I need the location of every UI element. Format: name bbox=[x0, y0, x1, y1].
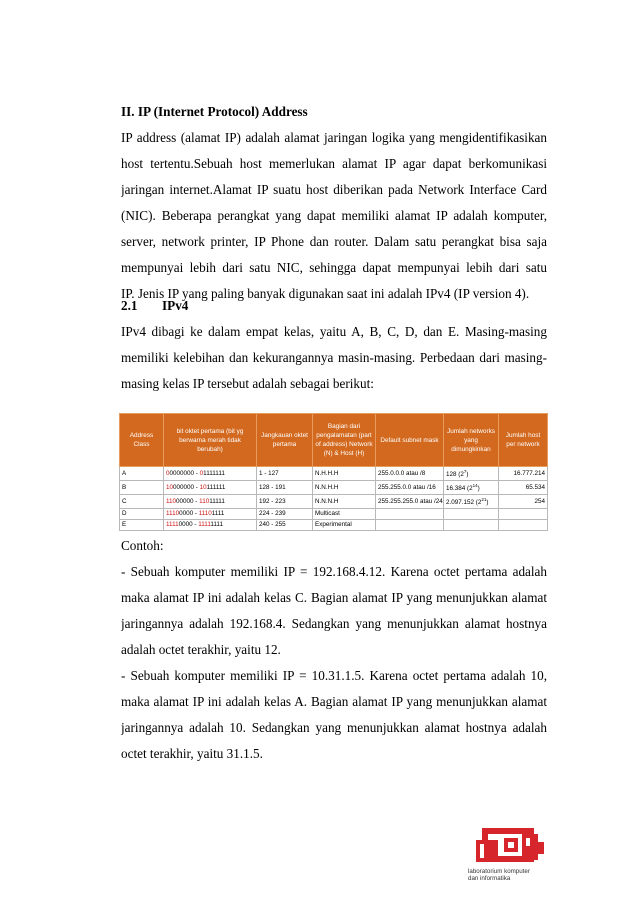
section-ipv4 bbox=[121, 293, 547, 397]
cell-bits: 00000000 - 01111111 bbox=[164, 467, 257, 481]
header-hosts: Jumlah host per network bbox=[499, 414, 548, 467]
cell-networks bbox=[444, 520, 499, 531]
lab-logo-text bbox=[468, 868, 548, 882]
cell-mask: 255.0.0.0 atau /8 bbox=[376, 467, 444, 481]
cell-networks: 16.384 $(2^{14})$ bbox=[444, 481, 499, 495]
cell-part: Experimental bbox=[313, 520, 376, 531]
cell-range: 1 - 127 bbox=[257, 467, 313, 481]
paragraph-line: IP address (alamat IP) adalah alamat jaringan logika yang mengidentifikasikan bbox=[121, 130, 547, 145]
paragraph-line: maka alamat IP ini adalah kelas A. Bagian alamat IP yang menunjukkan alamat bbox=[121, 694, 547, 709]
header-first-octet-bits: bit oktet pertama (bit yg berwarna merah tidak berubah) bbox=[164, 414, 257, 467]
paragraph-line: octet terakhir, yaitu 31.1.5. bbox=[121, 746, 263, 761]
ip-class-table-grid bbox=[119, 413, 548, 531]
header-first-octet-range: Jangkauan oktet pertama bbox=[257, 414, 313, 467]
table-row bbox=[120, 481, 548, 495]
subsection-number: 2.1 bbox=[121, 298, 138, 313]
cell-part: N.N.H.H bbox=[313, 481, 376, 495]
cell-part: N.H.H.H bbox=[313, 467, 376, 481]
header-address-class: Address Class bbox=[120, 414, 164, 467]
cell-range: 192 - 223 bbox=[257, 495, 313, 509]
paragraph-line: maka alamat IP ini adalah kelas C. Bagian alamat IP yang menunjukkan alamat bbox=[121, 590, 547, 605]
cell-part: Multicast bbox=[313, 509, 376, 520]
cell-class: D bbox=[120, 509, 164, 520]
cell-range: 240 - 255 bbox=[257, 520, 313, 531]
cell-class: A bbox=[120, 467, 164, 481]
examples-title: Contoh: bbox=[121, 538, 164, 553]
ip-class-table bbox=[119, 413, 547, 529]
paragraph-line: jaringannya adalah 192.168.4. Sedangkan yang menunjukkan alamat hostnya bbox=[121, 616, 547, 631]
subsection-title: IPv4 bbox=[162, 298, 189, 313]
cell-bits: 11000000 - 11011111 bbox=[164, 495, 257, 509]
cell-hosts: 16.777.214 bbox=[499, 467, 548, 481]
cell-bits: 11110000 - 11111111 bbox=[164, 520, 257, 531]
cell-networks: 128 $(2^7)$ bbox=[444, 467, 499, 481]
paragraph-line: - Sebuah komputer memiliki IP = 192.168.4.12. Karena octet pertama adalah bbox=[121, 564, 547, 579]
paragraph-line: (NIC). Beberapa perangkat yang dapat memiliki alamat IP adalah komputer, bbox=[121, 208, 547, 223]
logo-line-2: dan informatika bbox=[468, 875, 511, 882]
cell-networks bbox=[444, 509, 499, 520]
paragraph-line: masing kelas IP tersebut adalah sebagai berikut: bbox=[121, 376, 374, 391]
section-examples bbox=[121, 533, 547, 767]
logo-line-1: laboratorium komputer bbox=[468, 868, 530, 875]
paragraph-line: jaringan internet.Alamat IP suatu host diberikan pada Network Interface Card bbox=[121, 182, 547, 197]
cell-bits: 11100000 - 11101111 bbox=[164, 509, 257, 520]
header-subnet-mask: Default subnet mask bbox=[376, 414, 444, 467]
section-title: II. IP (Internet Protocol) Address bbox=[121, 104, 308, 119]
cell-class: E bbox=[120, 520, 164, 531]
cell-hosts bbox=[499, 509, 548, 520]
cell-class: C bbox=[120, 495, 164, 509]
paragraph-line: host tertentu.Sebuah host memerlukan alamat IP agar dapat berkomunikasi bbox=[121, 156, 547, 171]
cell-part: N.N.N.H bbox=[313, 495, 376, 509]
paragraph-line: memiliki kelebihan dan kekurangannya masin-masing. Perbedaan dari masing- bbox=[121, 350, 547, 365]
paragraph-line: IP. Jenis IP yang paling banyak digunakan saat ini adalah IPv4 (IP version 4). bbox=[121, 286, 530, 301]
paragraph-line: - Sebuah komputer memiliki IP = 10.31.1.5. Karena octet pertama adalah 10, bbox=[121, 668, 547, 683]
cell-hosts: 65.534 bbox=[499, 481, 548, 495]
cell-range: 224 - 239 bbox=[257, 509, 313, 520]
cell-networks: 2.097.152 $(2^{21})$ bbox=[444, 495, 499, 509]
cell-bits: 10000000 - 10111111 bbox=[164, 481, 257, 495]
header-networks: Jumlah networks yang dimungkinkan bbox=[444, 414, 499, 467]
cell-mask bbox=[376, 520, 444, 531]
cell-hosts bbox=[499, 520, 548, 531]
paragraph-line: jaringannya adalah 10. Sedangkan yang menunjukkan alamat hostnya adalah bbox=[121, 720, 547, 735]
paragraph-line: server, network printer, IP Phone dan router. Dalam satu perangkat bisa saja bbox=[121, 234, 547, 249]
paragraph-line: adalah octet terakhir, yaitu 12. bbox=[121, 642, 281, 657]
table-row bbox=[120, 520, 548, 531]
cell-range: 128 - 191 bbox=[257, 481, 313, 495]
paragraph-line: IPv4 dibagi ke dalam empat kelas, yaitu A, B, C, D, dan E. Masing-masing bbox=[121, 324, 547, 339]
cell-mask: 255.255.0.0 atau /16 bbox=[376, 481, 444, 495]
subsection-heading bbox=[121, 293, 547, 319]
cell-hosts: 254 bbox=[499, 495, 548, 509]
table-row bbox=[120, 495, 548, 509]
paragraph-line: mempunyai lebih dari satu NIC, sehingga dapat mempunyai lebih dari satu bbox=[121, 260, 547, 275]
section-ip-address bbox=[121, 99, 547, 307]
cell-class: B bbox=[120, 481, 164, 495]
cell-mask bbox=[376, 509, 444, 520]
header-address-part: Bagian dari pengalamatan (part of address) Network (N) & Host (H) bbox=[313, 414, 376, 467]
cell-mask: 255.255.255.0 atau /24 bbox=[376, 495, 444, 509]
table-row bbox=[120, 509, 548, 520]
table-row bbox=[120, 467, 548, 481]
